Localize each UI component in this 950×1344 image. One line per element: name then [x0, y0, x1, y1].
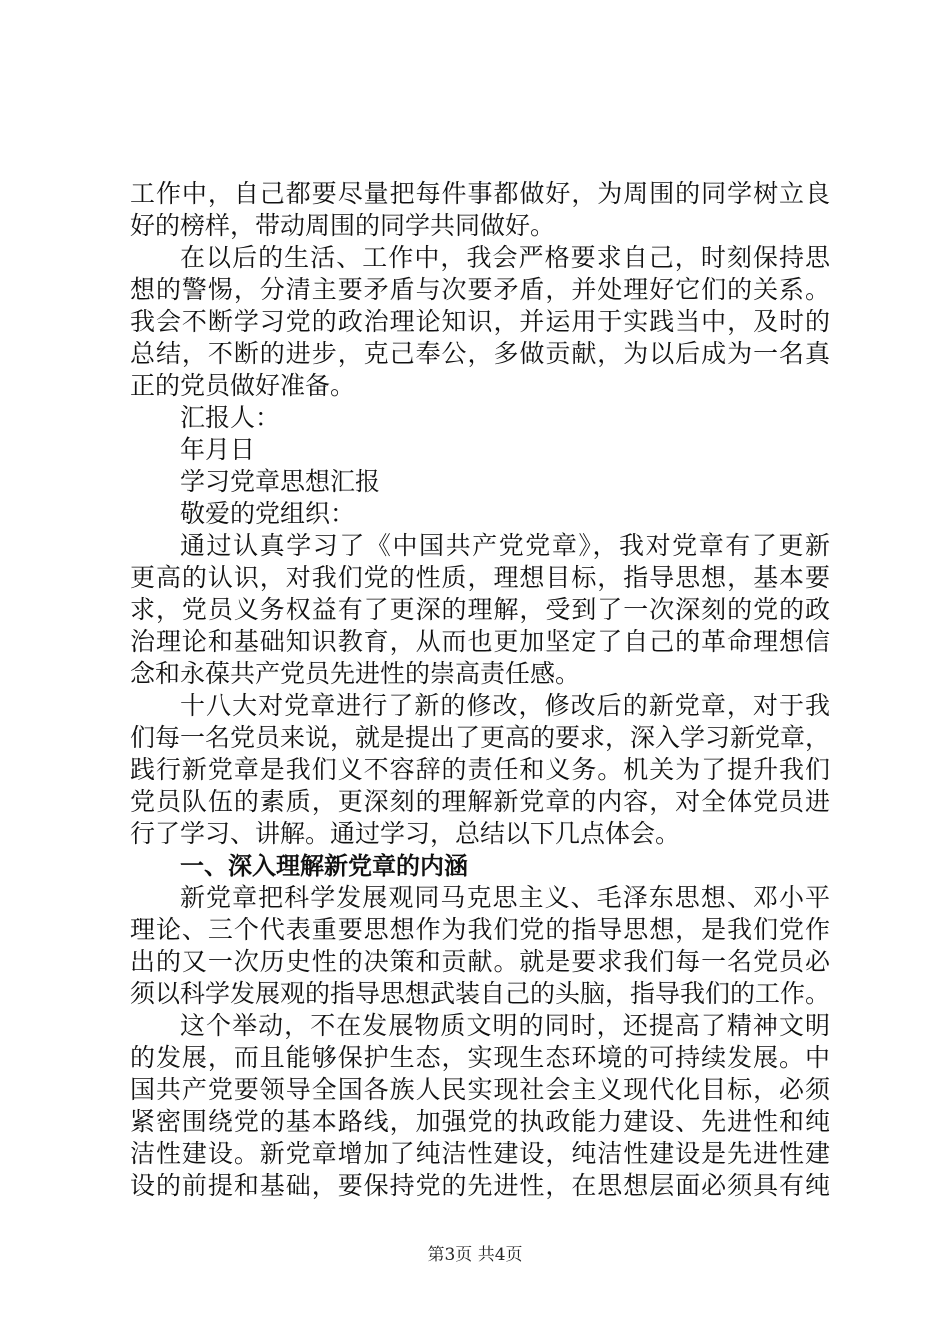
body-line: 治理论和基础知识教育，从而也更加坚定了自己的革命理想信	[130, 627, 830, 656]
body-line: 理论、三个代表重要思想作为我们党的指导思想，是我们党作	[130, 915, 830, 944]
body-line: 求，党员义务权益有了更深的理解，受到了一次深刻的党的政	[130, 595, 830, 624]
body-line: 须以科学发展观的指导思想武装自己的头脑，指导我们的工作。	[130, 979, 831, 1008]
body-line: 新党章把科学发展观同马克思主义、毛泽东思想、邓小平	[180, 883, 830, 912]
page-number-footer: 第3页 共4页	[427, 1245, 523, 1265]
body-line: 的发展，而且能够保护生态，实现生态环境的可持续发展。中	[130, 1043, 830, 1072]
body-line: 行了学习、讲解。通过学习，总结以下几点体会。	[130, 819, 681, 848]
body-line: 出的又一次历史性的决策和贡献。就是要求我们每一名党员必	[130, 947, 830, 976]
body-line: 更高的认识，对我们党的性质，理想目标，指导思想，基本要	[130, 563, 830, 592]
body-line: 这个举动，不在发展物质文明的同时，还提高了精神文明	[180, 1011, 830, 1040]
document-title: 学习党章思想汇报	[180, 467, 381, 496]
section-heading: 一、深入理解新党章的内涵	[180, 852, 468, 880]
body-line: 们每一名党员来说，就是提出了更高的要求，深入学习新党章，	[130, 723, 831, 752]
body-line: 践行新党章是我们义不容辞的责任和义务。机关为了提升我们	[130, 755, 830, 784]
salutation: 敬爱的党组织：	[180, 499, 356, 528]
date-label: 年月日	[180, 435, 256, 464]
body-line: 在以后的生活、工作中，我会严格要求自己，时刻保持思	[180, 243, 830, 272]
body-line: 我会不断学习党的政治理论知识，并运用于实践当中，及时的	[130, 307, 830, 336]
body-line: 洁性建设。新党章增加了纯洁性建设，纯洁性建设是先进性建	[130, 1139, 830, 1168]
body-line: 十八大对党章进行了新的修改，修改后的新党章，对于我	[180, 691, 830, 720]
body-line: 紧密围绕党的基本路线，加强党的执政能力建设、先进性和纯	[130, 1107, 830, 1136]
body-line: 好的榜样，带动周围的同学共同做好。	[130, 211, 556, 240]
body-line: 通过认真学习了《中国共产党党章》，我对党章有了更新	[180, 531, 830, 560]
reporter-label: 汇报人：	[180, 403, 281, 432]
body-line: 想的警惕，分清主要矛盾与次要矛盾，并处理好它们的关系。	[130, 275, 830, 304]
body-line: 设的前提和基础，要保持党的先进性，在思想层面必须具有纯	[130, 1171, 830, 1200]
body-line: 总结，不断的进步，克己奉公，多做贡献，为以后成为一名真	[130, 339, 830, 368]
body-line: 国共产党要领导全国各族人民实现社会主义现代化目标，必须	[130, 1075, 830, 1104]
body-line: 工作中，自己都要尽量把每件事都做好，为周围的同学树立良	[130, 179, 830, 208]
body-line: 党员队伍的素质，更深刻的理解新党章的内容，对全体党员进	[130, 787, 830, 816]
body-line: 念和永葆共产党员先进性的崇高责任感。	[130, 659, 581, 688]
body-line: 正的党员做好准备。	[130, 371, 356, 400]
